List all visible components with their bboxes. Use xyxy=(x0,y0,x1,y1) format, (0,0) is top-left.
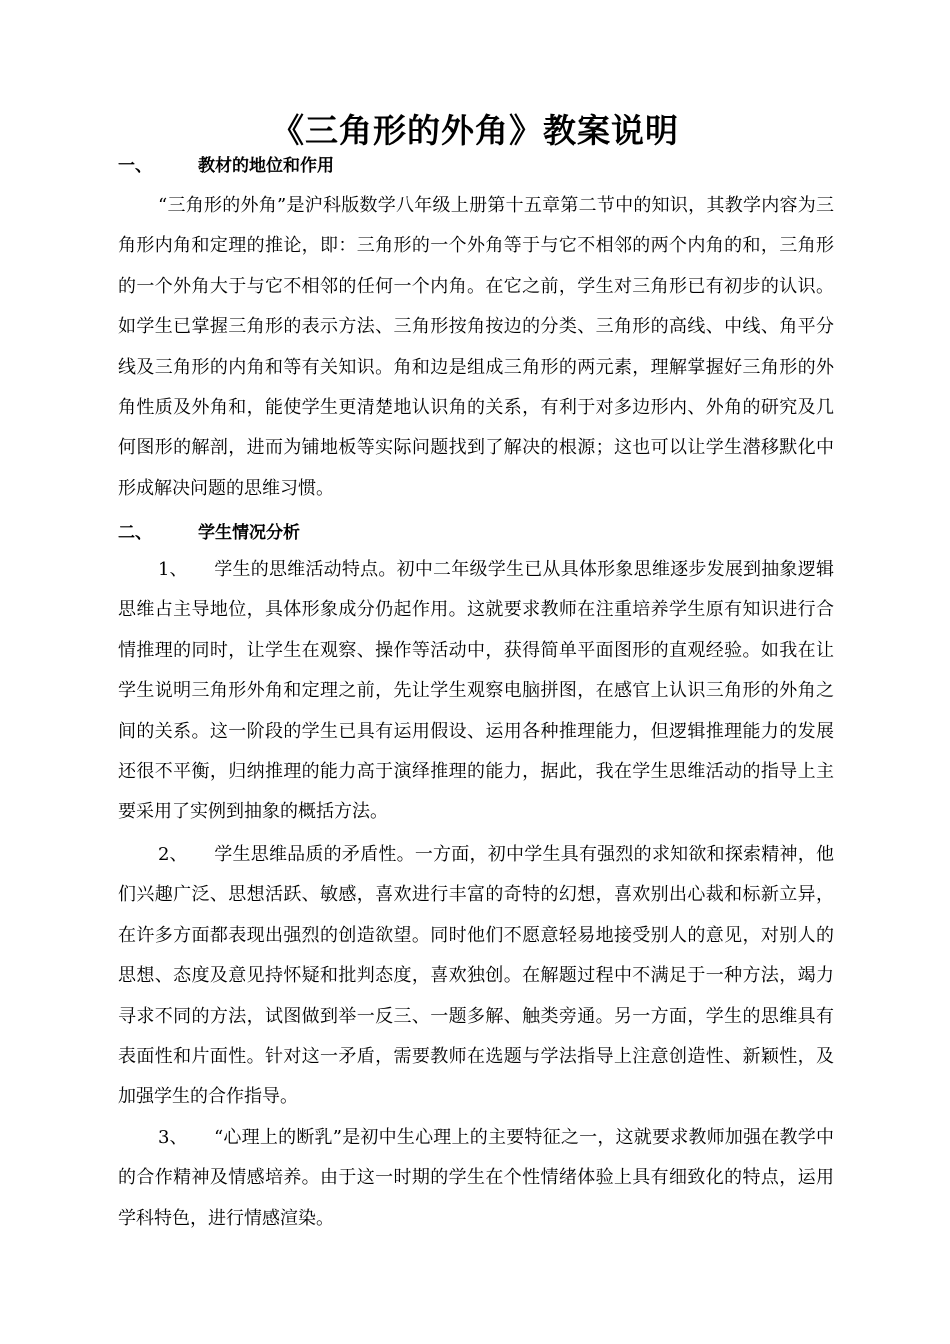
item-text: 学生的思维活动特点。初中二年级学生已从具体形象思维逐步发展到抽象逻辑思维占主导地位，具体形象成分仍起作用。这就要求教师在注重培养学生原有知识进行合情推理的同时，让学生在观察、操作等活动中，获得简单平面图形的直观经验。如我在让学生说明三角形外角和定理之前，先让学生观察电脑拼图，在感官上认识三角形的外角之间的关系。这一阶段的学生已具有运用假设、运用各种推理能力，但逻辑推理能力的发展还很不平衡，归纳推理的能力高于演绎推理的能力，据此，我在学生思维活动的指导上主要采用了实例到抽象的概括方法。 xyxy=(118,559,834,823)
item-number: 3、 xyxy=(158,1127,188,1148)
paragraph-item-2 xyxy=(118,835,834,1118)
section-heading-2 xyxy=(118,520,300,546)
paragraph-item-1 xyxy=(118,550,834,833)
item-number: 2、 xyxy=(158,844,188,865)
paragraph-item-3 xyxy=(118,1118,834,1239)
section-heading-text: 学生情况分析 xyxy=(198,523,300,543)
section-number: 二、 xyxy=(118,523,152,543)
item-number: 1、 xyxy=(158,559,188,580)
section-number: 一、 xyxy=(118,156,152,176)
section-heading-1 xyxy=(118,153,334,179)
item-text: 学生思维品质的矛盾性。一方面，初中学生具有强烈的求知欲和探索精神，他们兴趣广泛、思想活跃、敏感，喜欢进行丰富的奇特的幻想，喜欢别出心裁和标新立异，在许多方面都表现出强烈的创造欲望。同时他们不愿意轻易地接受别人的意见，对别人的思想、态度及意见持怀疑和批判态度，喜欢独创。在解题过程中不满足于一种方法，竭力寻求不同的方法，试图做到举一反三、一题多解、触类旁通。另一方面，学生的思维具有表面性和片面性。针对这一矛盾，需要教师在选题与学法指导上注意创造性、新颖性，及加强学生的合作指导。 xyxy=(118,844,834,1108)
item-text: “心理上的断乳”是初中生心理上的主要特征之一，这就要求教师加强在教学中的合作精神及情感培养。由于这一时期的学生在个性情绪体验上具有细致化的特点，运用学科特色，进行情感渲染。 xyxy=(118,1127,834,1229)
document-title: 《三角形的外角》教案说明 xyxy=(271,111,679,150)
section-heading-text: 教材的地位和作用 xyxy=(198,156,334,176)
paragraph-textbook-role: “三角形的外角”是沪科版数学八年级上册第十五章第二节中的知识，其教学内容为三角形内角和定理的推论，即：三角形的一个外角等于与它不相邻的两个内角的和，三角形的一个外角大于与它不相邻的任何一个内角。在它之前，学生对三角形已有初步的认识。如学生已掌握三角形的表示方法、三角形按角按边的分类、三角形的高线、中线、角平分线及三角形的内角和等有关知识。角和边是组成三角形的两元素，理解掌握好三角形的外角性质及外角和，能使学生更清楚地认识角的关系，有利于对多边形内、外角的研究及几何图形的解剖，进而为铺地板等实际问题找到了解决的根源；这也可以让学生潜移默化中形成解决问题的思维习惯。 xyxy=(118,195,834,499)
